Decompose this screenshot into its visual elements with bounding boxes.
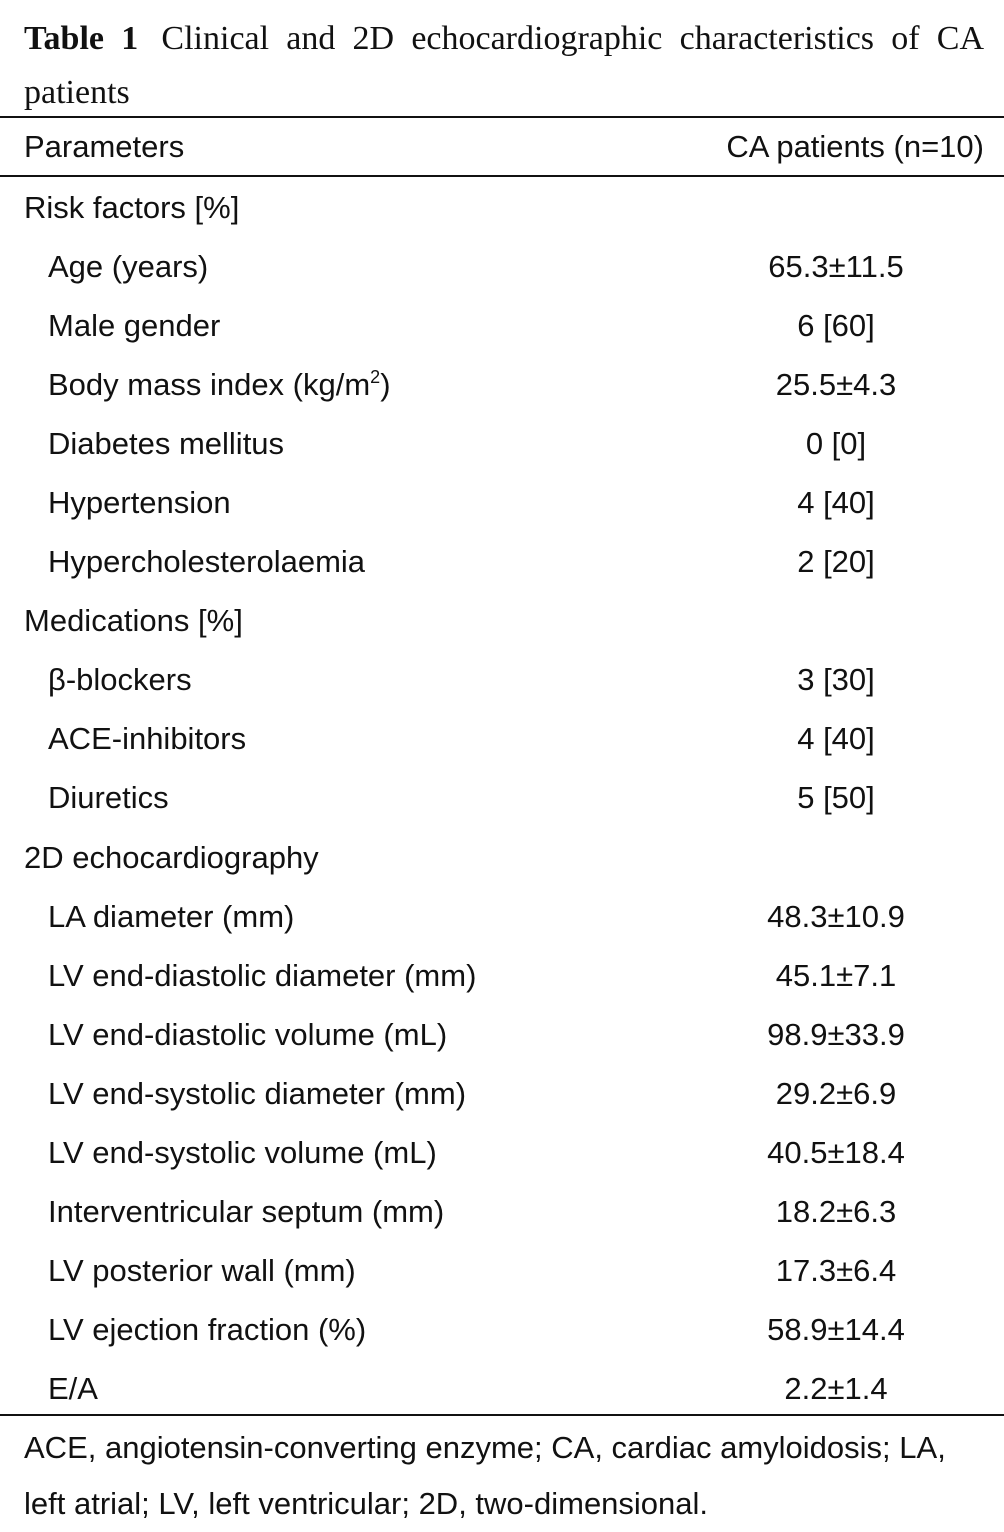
table-row xyxy=(0,1241,1004,1300)
parameter-label: LV end-diastolic volume (mL) xyxy=(48,1016,448,1052)
parameter-label: LV end-systolic volume (mL) xyxy=(48,1134,437,1170)
table-row xyxy=(0,532,1004,591)
table-bottom-rule xyxy=(0,1414,1004,1416)
group-label: Risk factors [%] xyxy=(24,190,240,225)
table-row xyxy=(0,650,1004,709)
table-caption xyxy=(24,12,984,120)
parameter-label: Age (years) xyxy=(48,249,209,285)
value-cell: 4 [40] xyxy=(797,721,875,757)
value-cell: 58.9±14.4 xyxy=(767,1311,905,1347)
value-cell: 98.9±33.9 xyxy=(767,1016,905,1052)
table-row xyxy=(0,946,1004,1005)
value-cell: 3 [30] xyxy=(797,662,875,698)
value-cell: 2.2±1.4 xyxy=(784,1370,888,1406)
parameter-label: Hypercholesterolaemia xyxy=(48,544,366,580)
table-group-row xyxy=(0,591,1004,650)
value-cell: 17.3±6.4 xyxy=(775,1252,897,1288)
table-group-row xyxy=(0,178,1004,237)
value-cell: 25.5±4.3 xyxy=(775,367,897,403)
header-parameters: Parameters xyxy=(24,129,185,164)
table-row xyxy=(0,1123,1004,1182)
parameter-label: E/A xyxy=(48,1370,98,1406)
parameter-label: LV end-diastolic diameter (mm) xyxy=(48,957,477,993)
parameter-label: Diabetes mellitus xyxy=(48,426,285,462)
parameter-label: Diuretics xyxy=(48,780,169,816)
parameter-label: LV ejection fraction (%) xyxy=(48,1311,367,1347)
table-row xyxy=(0,473,1004,532)
parameter-label-suffix: ) xyxy=(380,367,391,403)
parameter-label: Male gender xyxy=(48,308,221,344)
parameter-label: LV posterior wall (mm) xyxy=(48,1252,356,1288)
table-row xyxy=(0,1359,1004,1418)
group-label: Medications [%] xyxy=(24,603,243,639)
table-row xyxy=(0,414,1004,473)
table-group-row xyxy=(0,828,1004,887)
value-cell: 0 [0] xyxy=(805,426,867,462)
value-cell: 4 [40] xyxy=(797,485,875,521)
table-row xyxy=(0,355,1004,414)
value-cell: 18.2±6.3 xyxy=(775,1193,897,1229)
table-header-rule xyxy=(0,175,1004,177)
value-cell: 29.2±6.9 xyxy=(775,1075,897,1111)
header-ca-patients: CA patients (n=10) xyxy=(726,129,984,164)
table-body xyxy=(0,178,1004,1418)
parameter-label: Interventricular septum (mm) xyxy=(48,1193,445,1229)
parameter-label xyxy=(48,355,391,414)
table-footnote: ACE, angiotensin-converting enzyme; CA, cardiac amyloidosis; LA, left atrial; LV, left ventricular; 2D, two-dimensional. xyxy=(24,1430,946,1521)
parameter-label-text: Body mass index (kg/m xyxy=(48,367,371,403)
table-row xyxy=(0,1064,1004,1123)
table-row xyxy=(0,1182,1004,1241)
table-row xyxy=(0,1005,1004,1064)
table-row xyxy=(0,709,1004,768)
parameter-label: Hypertension xyxy=(48,485,231,521)
value-cell: 48.3±10.9 xyxy=(767,898,905,934)
parameter-label: LA diameter (mm) xyxy=(48,898,295,934)
table-row xyxy=(0,1300,1004,1359)
superscript: 2 xyxy=(370,367,381,388)
value-cell: 2 [20] xyxy=(797,544,875,580)
parameter-label: ACE-inhibitors xyxy=(48,721,247,757)
group-label: 2D echocardiography xyxy=(24,839,319,875)
table-row xyxy=(0,887,1004,946)
table-row xyxy=(0,237,1004,296)
parameter-label: β-blockers xyxy=(48,662,192,698)
table-caption-label: Table 1 xyxy=(24,20,139,57)
table-header-row xyxy=(0,118,1004,175)
value-cell: 40.5±18.4 xyxy=(767,1134,905,1170)
table-caption-text: Clinical and 2D echocardiographic characteristics of CA patients xyxy=(24,20,984,111)
table-row xyxy=(0,296,1004,355)
value-cell: 65.3±11.5 xyxy=(768,249,904,285)
characteristics-table xyxy=(0,118,1004,1406)
value-cell: 6 [60] xyxy=(797,308,875,344)
table-row xyxy=(0,768,1004,827)
parameter-label: LV end-systolic diameter (mm) xyxy=(48,1075,467,1111)
value-cell: 5 [50] xyxy=(797,780,875,816)
value-cell: 45.1±7.1 xyxy=(775,957,897,993)
